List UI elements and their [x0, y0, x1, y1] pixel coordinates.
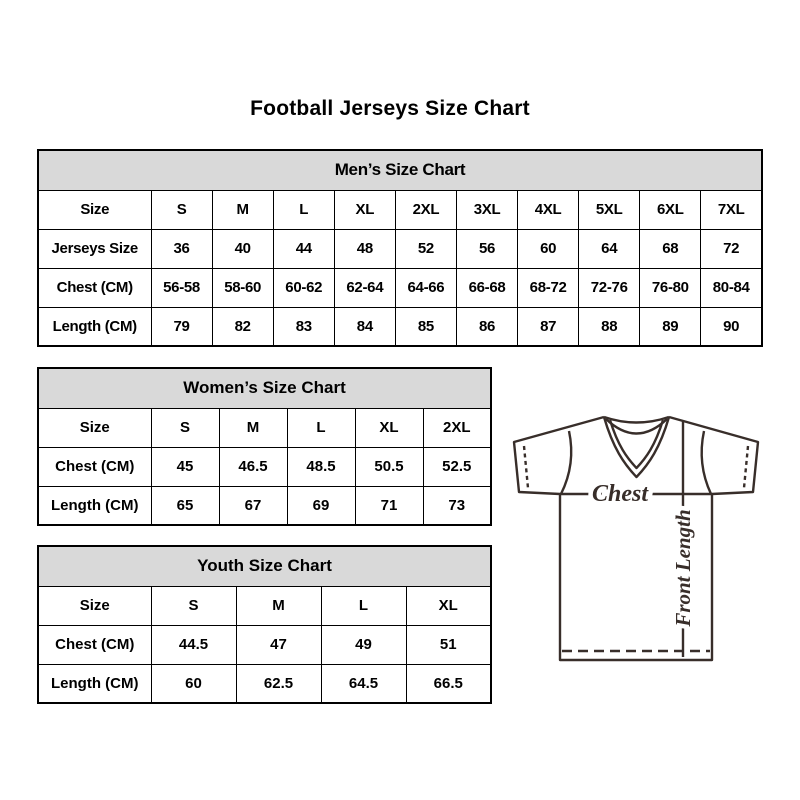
value-cell: 4XL [518, 190, 579, 229]
table-row [38, 447, 491, 486]
value-cell: 62.5 [236, 664, 321, 703]
row-label-cell: Chest (CM) [38, 268, 151, 307]
value-cell: 40 [212, 229, 273, 268]
value-cell: 58-60 [212, 268, 273, 307]
page-title: Football Jerseys Size Chart [250, 97, 530, 120]
value-cell: 83 [273, 307, 334, 346]
row-label-cell: Length (CM) [38, 486, 151, 525]
jersey-measurement-diagram [498, 406, 774, 680]
youth-size-table [37, 545, 492, 704]
value-cell: 69 [287, 486, 355, 525]
value-cell: XL [355, 408, 423, 447]
value-cell: 36 [151, 229, 212, 268]
collar-top-line [604, 417, 669, 423]
value-cell: 87 [518, 307, 579, 346]
womens-size-table [37, 367, 492, 526]
value-cell: 52.5 [423, 447, 491, 486]
value-cell: 51 [406, 625, 491, 664]
row-label-cell: Jerseys Size [38, 229, 151, 268]
value-cell: M [219, 408, 287, 447]
row-label-cell: Chest (CM) [38, 625, 151, 664]
value-cell: L [287, 408, 355, 447]
value-cell: S [151, 408, 219, 447]
value-cell: 68-72 [518, 268, 579, 307]
value-cell: 44.5 [151, 625, 236, 664]
value-cell: 46.5 [219, 447, 287, 486]
value-cell: 56-58 [151, 268, 212, 307]
row-label-cell: Chest (CM) [38, 447, 151, 486]
value-cell: 49 [321, 625, 406, 664]
value-cell: 60-62 [273, 268, 334, 307]
left-shoulder-sleeve-outline [514, 417, 604, 494]
value-cell: 84 [334, 307, 395, 346]
table-row [38, 486, 491, 525]
value-cell: 60 [151, 664, 236, 703]
value-cell: 56 [456, 229, 517, 268]
value-cell: 73 [423, 486, 491, 525]
row-label-cell: Length (CM) [38, 307, 151, 346]
value-cell: S [151, 190, 212, 229]
value-cell: 72-76 [579, 268, 640, 307]
value-cell: 79 [151, 307, 212, 346]
right-cuff-dashed-line [744, 446, 748, 488]
value-cell: 64.5 [321, 664, 406, 703]
value-cell: 5XL [579, 190, 640, 229]
value-cell: 47 [236, 625, 321, 664]
table-row [38, 229, 762, 268]
value-cell: 48 [334, 229, 395, 268]
table-title: Women’s Size Chart [38, 368, 491, 408]
value-cell: 60 [518, 229, 579, 268]
value-cell: 64 [579, 229, 640, 268]
value-cell: 2XL [423, 408, 491, 447]
table-row [38, 408, 491, 447]
table-row [38, 268, 762, 307]
value-cell: 71 [355, 486, 423, 525]
table-row [38, 625, 491, 664]
left-armhole-seam [561, 431, 571, 494]
value-cell: 80-84 [701, 268, 762, 307]
value-cell: M [212, 190, 273, 229]
value-cell: 50.5 [355, 447, 423, 486]
value-cell: 72 [701, 229, 762, 268]
value-cell: S [151, 586, 236, 625]
table-row [38, 586, 491, 625]
table-row [38, 307, 762, 346]
front-length-label: Front Length [671, 509, 695, 627]
chest-label: Chest [591, 481, 649, 507]
value-cell: 76-80 [640, 268, 701, 307]
row-label-cell: Size [38, 408, 151, 447]
value-cell: L [321, 586, 406, 625]
value-cell: 64-66 [395, 268, 456, 307]
value-cell: 44 [273, 229, 334, 268]
row-label-cell: Size [38, 190, 151, 229]
row-label-cell: Size [38, 586, 151, 625]
value-cell: 48.5 [287, 447, 355, 486]
value-cell: 3XL [456, 190, 517, 229]
value-cell: 65 [151, 486, 219, 525]
value-cell: 6XL [640, 190, 701, 229]
value-cell: 62-64 [334, 268, 395, 307]
value-cell: 7XL [701, 190, 762, 229]
table-title: Men’s Size Chart [38, 150, 762, 190]
left-cuff-dashed-line [524, 446, 528, 488]
value-cell: 52 [395, 229, 456, 268]
value-cell: 66-68 [456, 268, 517, 307]
table-row [38, 664, 491, 703]
value-cell: 2XL [395, 190, 456, 229]
value-cell: XL [334, 190, 395, 229]
value-cell: 88 [579, 307, 640, 346]
value-cell: 67 [219, 486, 287, 525]
value-cell: XL [406, 586, 491, 625]
value-cell: 68 [640, 229, 701, 268]
value-cell: 45 [151, 447, 219, 486]
value-cell: 90 [701, 307, 762, 346]
table-row [38, 190, 762, 229]
value-cell: 85 [395, 307, 456, 346]
value-cell: 86 [456, 307, 517, 346]
row-label-cell: Length (CM) [38, 664, 151, 703]
mens-size-table [37, 149, 763, 347]
right-armhole-seam [702, 431, 711, 494]
value-cell: 89 [640, 307, 701, 346]
table-title: Youth Size Chart [38, 546, 491, 586]
value-cell: 82 [212, 307, 273, 346]
value-cell: M [236, 586, 321, 625]
value-cell: 66.5 [406, 664, 491, 703]
value-cell: L [273, 190, 334, 229]
